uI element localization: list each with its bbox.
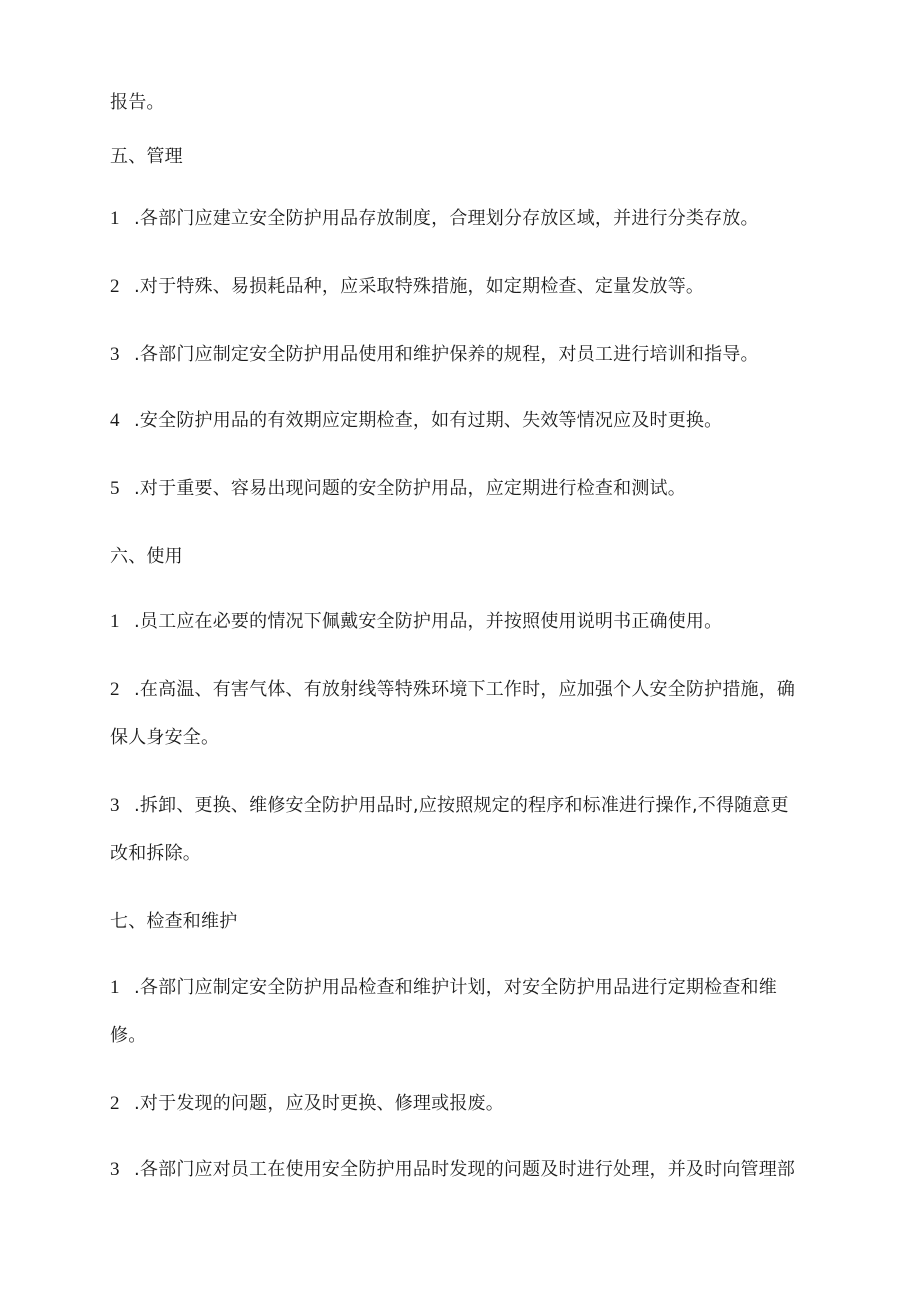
item-continuation-text: 保人身安全。 <box>110 727 220 748</box>
list-item <box>110 1092 504 1116</box>
section-heading-management: 五、管理 <box>110 146 183 167</box>
list-item <box>110 207 759 231</box>
item-number: 3 <box>110 344 120 365</box>
item-number: 1 <box>110 208 120 229</box>
item-text: .各部门应制定安全防护用品使用和维护保养的规程，对员工进行培训和指导。 <box>134 344 759 365</box>
list-item <box>110 343 759 367</box>
item-number: 2 <box>110 276 120 297</box>
item-number: 5 <box>110 478 120 499</box>
item-text: .各部门应建立安全防护用品存放制度，合理划分存放区域，并进行分类存放。 <box>134 208 759 229</box>
list-item <box>110 409 722 433</box>
list-item <box>110 678 795 702</box>
intro-tail-text: 报告。 <box>110 92 165 113</box>
item-text: .各部门应制定安全防护用品检查和维护计划，对安全防护用品进行定期检查和维 <box>134 977 777 998</box>
list-item <box>110 275 704 299</box>
section-heading-usage: 六、使用 <box>110 546 183 567</box>
list-item <box>110 1158 795 1182</box>
item-text: .在高温、有害气体、有放射线等特殊环境下工作时，应加强个人安全防护措施，确 <box>134 679 796 700</box>
item-continuation-text: 修。 <box>110 1025 147 1046</box>
item-text: .对于特殊、易损耗品种，应采取特殊措施，如定期检查、定量发放等。 <box>134 276 705 297</box>
list-item <box>110 610 722 634</box>
item-text: .员工应在必要的情况下佩戴安全防护用品，并按照使用说明书正确使用。 <box>134 611 723 632</box>
item-text: .对于重要、容易出现问题的安全防护用品，应定期进行检查和测试。 <box>134 478 686 499</box>
item-number: 2 <box>110 1093 120 1114</box>
item-number: 3 <box>110 1159 120 1180</box>
item-text: .各部门应对员工在使用安全防护用品时发现的问题及时进行处理，并及时向管理部 <box>134 1159 796 1180</box>
item-continuation-text: 改和拆除。 <box>110 843 201 864</box>
item-number: 2 <box>110 679 120 700</box>
item-number: 4 <box>110 410 120 431</box>
item-number: 3 <box>110 795 120 816</box>
list-item <box>110 477 686 501</box>
item-text: .安全防护用品的有效期应定期检查，如有过期、失效等情况应及时更换。 <box>134 410 723 431</box>
section-heading-inspection: 七、检查和维护 <box>110 911 238 932</box>
item-text: .对于发现的问题，应及时更换、修理或报废。 <box>134 1093 504 1114</box>
item-number: 1 <box>110 611 120 632</box>
list-item <box>110 976 777 1000</box>
item-number: 1 <box>110 977 120 998</box>
item-text: .拆卸、更换、维修安全防护用品时,应按照规定的程序和标准进行操作,不得随意更 <box>134 795 789 816</box>
list-item <box>110 794 789 818</box>
